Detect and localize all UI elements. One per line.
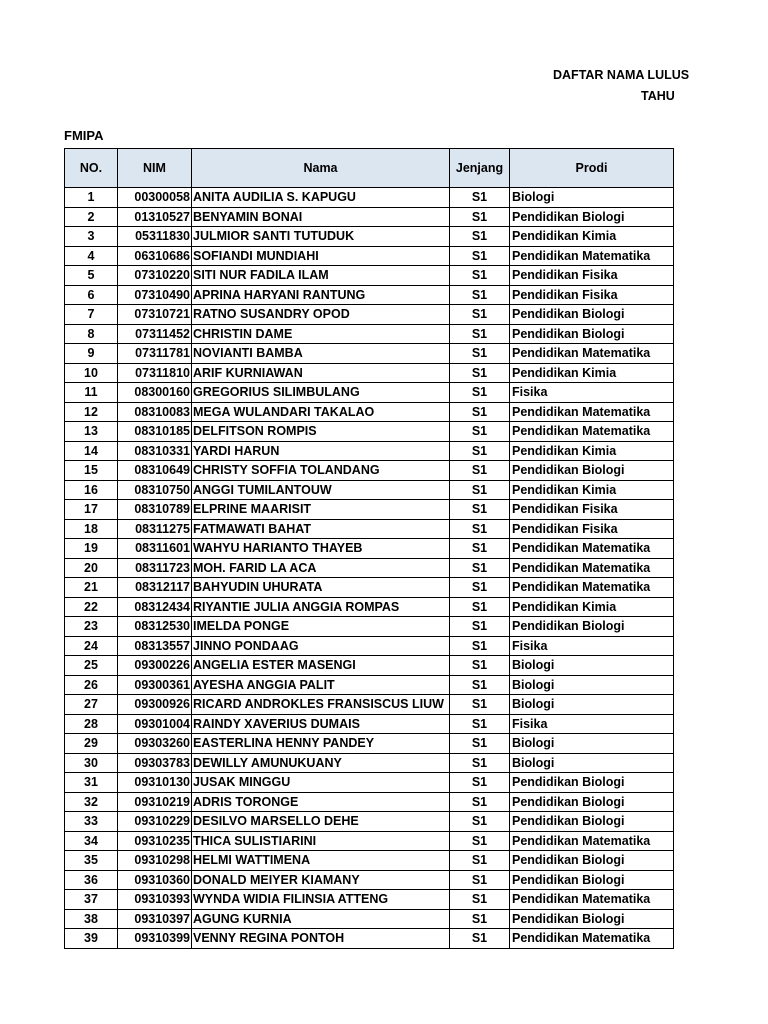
cell-no: 33 bbox=[65, 812, 118, 832]
table-row bbox=[65, 870, 674, 890]
cell-prodi: Biologi bbox=[510, 734, 674, 754]
cell-no: 28 bbox=[65, 714, 118, 734]
cell-no: 7 bbox=[65, 305, 118, 325]
cell-nim: 07310721 bbox=[118, 305, 192, 325]
cell-no: 15 bbox=[65, 461, 118, 481]
cell-jenjang: S1 bbox=[450, 461, 510, 481]
cell-nim: 09310130 bbox=[118, 773, 192, 793]
cell-prodi: Pendidikan Fisika bbox=[510, 266, 674, 286]
cell-nim: 09310360 bbox=[118, 870, 192, 890]
table-row bbox=[65, 831, 674, 851]
cell-prodi: Pendidikan Matematika bbox=[510, 558, 674, 578]
cell-no: 34 bbox=[65, 831, 118, 851]
cell-nama: ANITA AUDILIA S. KAPUGU bbox=[192, 188, 450, 208]
cell-jenjang: S1 bbox=[450, 441, 510, 461]
cell-prodi: Biologi bbox=[510, 675, 674, 695]
cell-nama: DELFITSON ROMPIS bbox=[192, 422, 450, 442]
cell-jenjang: S1 bbox=[450, 207, 510, 227]
table-row bbox=[65, 519, 674, 539]
cell-no: 31 bbox=[65, 773, 118, 793]
cell-no: 39 bbox=[65, 929, 118, 949]
table-row bbox=[65, 597, 674, 617]
column-header-no: NO. bbox=[65, 149, 118, 188]
cell-nama: YARDI HARUN bbox=[192, 441, 450, 461]
cell-no: 27 bbox=[65, 695, 118, 715]
cell-nama: CHRISTY SOFFIA TOLANDANG bbox=[192, 461, 450, 481]
cell-nim: 08310331 bbox=[118, 441, 192, 461]
cell-no: 3 bbox=[65, 227, 118, 247]
cell-nim: 09300361 bbox=[118, 675, 192, 695]
cell-jenjang: S1 bbox=[450, 617, 510, 637]
cell-jenjang: S1 bbox=[450, 675, 510, 695]
cell-nama: IMELDA PONGE bbox=[192, 617, 450, 637]
cell-nama: BENYAMIN BONAI bbox=[192, 207, 450, 227]
cell-no: 29 bbox=[65, 734, 118, 754]
cell-jenjang: S1 bbox=[450, 558, 510, 578]
cell-jenjang: S1 bbox=[450, 305, 510, 325]
cell-prodi: Pendidikan Matematika bbox=[510, 578, 674, 598]
cell-prodi: Pendidikan Kimia bbox=[510, 363, 674, 383]
table-row bbox=[65, 636, 674, 656]
cell-nama: RAINDY XAVERIUS DUMAIS bbox=[192, 714, 450, 734]
cell-prodi: Pendidikan Biologi bbox=[510, 851, 674, 871]
cell-nim: 09310298 bbox=[118, 851, 192, 871]
cell-jenjang: S1 bbox=[450, 890, 510, 910]
column-header-prodi: Prodi bbox=[510, 149, 674, 188]
cell-jenjang: S1 bbox=[450, 519, 510, 539]
cell-no: 4 bbox=[65, 246, 118, 266]
table-row bbox=[65, 851, 674, 871]
cell-jenjang: S1 bbox=[450, 929, 510, 949]
table-row bbox=[65, 441, 674, 461]
cell-nama: ARIF KURNIAWAN bbox=[192, 363, 450, 383]
cell-nim: 07311781 bbox=[118, 344, 192, 364]
cell-nama: WYNDA WIDIA FILINSIA ATTENG bbox=[192, 890, 450, 910]
cell-no: 25 bbox=[65, 656, 118, 676]
cell-no: 11 bbox=[65, 383, 118, 403]
cell-no: 23 bbox=[65, 617, 118, 637]
cell-no: 8 bbox=[65, 324, 118, 344]
cell-nim: 09300926 bbox=[118, 695, 192, 715]
table-row bbox=[65, 909, 674, 929]
cell-prodi: Pendidikan Biologi bbox=[510, 773, 674, 793]
cell-prodi: Pendidikan Biologi bbox=[510, 909, 674, 929]
cell-prodi: Pendidikan Kimia bbox=[510, 597, 674, 617]
cell-nim: 08311723 bbox=[118, 558, 192, 578]
cell-prodi: Pendidikan Biologi bbox=[510, 812, 674, 832]
cell-jenjang: S1 bbox=[450, 344, 510, 364]
cell-no: 2 bbox=[65, 207, 118, 227]
cell-nim: 08310750 bbox=[118, 480, 192, 500]
cell-nama: NOVIANTI BAMBA bbox=[192, 344, 450, 364]
cell-prodi: Pendidikan Matematika bbox=[510, 422, 674, 442]
cell-prodi: Biologi bbox=[510, 188, 674, 208]
cell-prodi: Pendidikan Biologi bbox=[510, 305, 674, 325]
cell-prodi: Pendidikan Fisika bbox=[510, 500, 674, 520]
cell-prodi: Pendidikan Matematika bbox=[510, 929, 674, 949]
cell-nama: DEWILLY AMUNUKUANY bbox=[192, 753, 450, 773]
cell-jenjang: S1 bbox=[450, 909, 510, 929]
cell-jenjang: S1 bbox=[450, 227, 510, 247]
table-row bbox=[65, 773, 674, 793]
cell-jenjang: S1 bbox=[450, 383, 510, 403]
cell-jenjang: S1 bbox=[450, 246, 510, 266]
cell-jenjang: S1 bbox=[450, 812, 510, 832]
cell-nim: 09303783 bbox=[118, 753, 192, 773]
cell-nama: VENNY REGINA PONTOH bbox=[192, 929, 450, 949]
cell-no: 18 bbox=[65, 519, 118, 539]
cell-no: 21 bbox=[65, 578, 118, 598]
cell-no: 19 bbox=[65, 539, 118, 559]
cell-jenjang: S1 bbox=[450, 285, 510, 305]
document-title: DAFTAR NAMA LULUS bbox=[553, 68, 690, 82]
cell-nim: 08311275 bbox=[118, 519, 192, 539]
cell-prodi: Fisika bbox=[510, 383, 674, 403]
cell-prodi: Pendidikan Biologi bbox=[510, 324, 674, 344]
cell-nim: 07310220 bbox=[118, 266, 192, 286]
cell-nama: RIYANTIE JULIA ANGGIA ROMPAS bbox=[192, 597, 450, 617]
cell-nama: SOFIANDI MUNDIAHI bbox=[192, 246, 450, 266]
table-row bbox=[65, 539, 674, 559]
table-row bbox=[65, 480, 674, 500]
cell-prodi: Pendidikan Matematika bbox=[510, 344, 674, 364]
column-header-nim: NIM bbox=[118, 149, 192, 188]
table-header-row bbox=[65, 149, 674, 188]
cell-no: 17 bbox=[65, 500, 118, 520]
table-row bbox=[65, 207, 674, 227]
cell-nama: WAHYU HARIANTO THAYEB bbox=[192, 539, 450, 559]
table-row bbox=[65, 402, 674, 422]
cell-no: 37 bbox=[65, 890, 118, 910]
cell-prodi: Biologi bbox=[510, 695, 674, 715]
table-row bbox=[65, 285, 674, 305]
table-row bbox=[65, 578, 674, 598]
cell-nim: 06310686 bbox=[118, 246, 192, 266]
cell-nama: APRINA HARYANI RANTUNG bbox=[192, 285, 450, 305]
cell-nama: AYESHA ANGGIA PALIT bbox=[192, 675, 450, 695]
cell-jenjang: S1 bbox=[450, 188, 510, 208]
cell-nama: ANGGI TUMILANTOUW bbox=[192, 480, 450, 500]
cell-no: 35 bbox=[65, 851, 118, 871]
cell-no: 10 bbox=[65, 363, 118, 383]
table-row bbox=[65, 383, 674, 403]
cell-nim: 08310083 bbox=[118, 402, 192, 422]
cell-prodi: Pendidikan Biologi bbox=[510, 207, 674, 227]
cell-jenjang: S1 bbox=[450, 734, 510, 754]
table-row bbox=[65, 500, 674, 520]
cell-nim: 08312530 bbox=[118, 617, 192, 637]
cell-no: 5 bbox=[65, 266, 118, 286]
document-subtitle: TAHU bbox=[641, 89, 675, 103]
cell-nama: AGUNG KURNIA bbox=[192, 909, 450, 929]
cell-prodi: Pendidikan Biologi bbox=[510, 792, 674, 812]
cell-nama: SITI NUR FADILA ILAM bbox=[192, 266, 450, 286]
section-label: FMIPA bbox=[64, 128, 104, 143]
table-row bbox=[65, 188, 674, 208]
cell-nim: 08310185 bbox=[118, 422, 192, 442]
cell-nim: 08310789 bbox=[118, 500, 192, 520]
cell-nama: EASTERLINA HENNY PANDEY bbox=[192, 734, 450, 754]
cell-nama: RICARD ANDROKLES FRANSISCUS LIUW bbox=[192, 695, 450, 715]
cell-jenjang: S1 bbox=[450, 480, 510, 500]
table-row bbox=[65, 753, 674, 773]
cell-jenjang: S1 bbox=[450, 402, 510, 422]
table-row bbox=[65, 714, 674, 734]
cell-nim: 09310393 bbox=[118, 890, 192, 910]
cell-nama: ADRIS TORONGE bbox=[192, 792, 450, 812]
table-row bbox=[65, 227, 674, 247]
cell-jenjang: S1 bbox=[450, 695, 510, 715]
cell-nama: BAHYUDIN UHURATA bbox=[192, 578, 450, 598]
cell-nama: DESILVO MARSELLO DEHE bbox=[192, 812, 450, 832]
table-row bbox=[65, 675, 674, 695]
cell-prodi: Pendidikan Biologi bbox=[510, 617, 674, 637]
cell-jenjang: S1 bbox=[450, 753, 510, 773]
cell-prodi: Pendidikan Biologi bbox=[510, 461, 674, 481]
column-header-jenjang: Jenjang bbox=[450, 149, 510, 188]
cell-prodi: Pendidikan Matematika bbox=[510, 539, 674, 559]
cell-nama: FATMAWATI BAHAT bbox=[192, 519, 450, 539]
cell-nama: JULMIOR SANTI TUTUDUK bbox=[192, 227, 450, 247]
cell-prodi: Pendidikan Matematika bbox=[510, 402, 674, 422]
table-row bbox=[65, 656, 674, 676]
cell-jenjang: S1 bbox=[450, 597, 510, 617]
cell-nim: 08310649 bbox=[118, 461, 192, 481]
cell-prodi: Pendidikan Kimia bbox=[510, 227, 674, 247]
cell-nim: 08300160 bbox=[118, 383, 192, 403]
cell-nama: THICA SULISTIARINI bbox=[192, 831, 450, 851]
cell-nama: JINNO PONDAAG bbox=[192, 636, 450, 656]
table-row bbox=[65, 812, 674, 832]
cell-no: 9 bbox=[65, 344, 118, 364]
cell-nama: RATNO SUSANDRY OPOD bbox=[192, 305, 450, 325]
cell-jenjang: S1 bbox=[450, 773, 510, 793]
cell-jenjang: S1 bbox=[450, 792, 510, 812]
cell-nim: 08311601 bbox=[118, 539, 192, 559]
cell-prodi: Fisika bbox=[510, 636, 674, 656]
cell-no: 30 bbox=[65, 753, 118, 773]
cell-nim: 08313557 bbox=[118, 636, 192, 656]
cell-nim: 00300058 bbox=[118, 188, 192, 208]
table-row bbox=[65, 929, 674, 949]
cell-jenjang: S1 bbox=[450, 324, 510, 344]
cell-no: 13 bbox=[65, 422, 118, 442]
cell-prodi: Biologi bbox=[510, 753, 674, 773]
cell-jenjang: S1 bbox=[450, 500, 510, 520]
cell-prodi: Pendidikan Matematika bbox=[510, 890, 674, 910]
table-row bbox=[65, 461, 674, 481]
cell-no: 32 bbox=[65, 792, 118, 812]
graduates-table bbox=[64, 148, 674, 949]
cell-nama: HELMI WATTIMENA bbox=[192, 851, 450, 871]
cell-nim: 08312434 bbox=[118, 597, 192, 617]
cell-nama: GREGORIUS SILIMBULANG bbox=[192, 383, 450, 403]
table-row bbox=[65, 792, 674, 812]
cell-no: 26 bbox=[65, 675, 118, 695]
cell-nim: 09301004 bbox=[118, 714, 192, 734]
cell-nim: 05311830 bbox=[118, 227, 192, 247]
cell-no: 12 bbox=[65, 402, 118, 422]
cell-prodi: Pendidikan Matematika bbox=[510, 831, 674, 851]
cell-nama: DONALD MEIYER KIAMANY bbox=[192, 870, 450, 890]
table-row bbox=[65, 324, 674, 344]
cell-no: 14 bbox=[65, 441, 118, 461]
cell-jenjang: S1 bbox=[450, 870, 510, 890]
cell-nama: ELPRINE MAARISIT bbox=[192, 500, 450, 520]
table-row bbox=[65, 344, 674, 364]
cell-prodi: Pendidikan Matematika bbox=[510, 246, 674, 266]
table-row bbox=[65, 558, 674, 578]
cell-prodi: Fisika bbox=[510, 714, 674, 734]
cell-no: 20 bbox=[65, 558, 118, 578]
cell-jenjang: S1 bbox=[450, 363, 510, 383]
cell-nim: 01310527 bbox=[118, 207, 192, 227]
table-row bbox=[65, 422, 674, 442]
table-row bbox=[65, 617, 674, 637]
cell-nama: CHRISTIN DAME bbox=[192, 324, 450, 344]
table-body bbox=[65, 188, 674, 949]
cell-nim: 09303260 bbox=[118, 734, 192, 754]
cell-jenjang: S1 bbox=[450, 851, 510, 871]
column-header-nama: Nama bbox=[192, 149, 450, 188]
table-row bbox=[65, 890, 674, 910]
cell-prodi: Pendidikan Kimia bbox=[510, 480, 674, 500]
cell-nama: MOH. FARID LA ACA bbox=[192, 558, 450, 578]
cell-no: 22 bbox=[65, 597, 118, 617]
cell-jenjang: S1 bbox=[450, 266, 510, 286]
cell-no: 24 bbox=[65, 636, 118, 656]
table-row bbox=[65, 305, 674, 325]
cell-nim: 07310490 bbox=[118, 285, 192, 305]
table-row bbox=[65, 246, 674, 266]
cell-no: 6 bbox=[65, 285, 118, 305]
cell-nim: 09300226 bbox=[118, 656, 192, 676]
cell-jenjang: S1 bbox=[450, 636, 510, 656]
cell-jenjang: S1 bbox=[450, 714, 510, 734]
cell-nama: MEGA WULANDARI TAKALAO bbox=[192, 402, 450, 422]
cell-jenjang: S1 bbox=[450, 578, 510, 598]
cell-no: 1 bbox=[65, 188, 118, 208]
cell-jenjang: S1 bbox=[450, 539, 510, 559]
cell-nim: 09310235 bbox=[118, 831, 192, 851]
table-row bbox=[65, 734, 674, 754]
cell-nim: 09310397 bbox=[118, 909, 192, 929]
cell-nim: 07311452 bbox=[118, 324, 192, 344]
cell-nim: 08312117 bbox=[118, 578, 192, 598]
cell-jenjang: S1 bbox=[450, 831, 510, 851]
cell-prodi: Biologi bbox=[510, 656, 674, 676]
cell-no: 38 bbox=[65, 909, 118, 929]
cell-no: 16 bbox=[65, 480, 118, 500]
cell-nim: 09310229 bbox=[118, 812, 192, 832]
cell-no: 36 bbox=[65, 870, 118, 890]
cell-nim: 09310399 bbox=[118, 929, 192, 949]
cell-nama: JUSAK MINGGU bbox=[192, 773, 450, 793]
cell-prodi: Pendidikan Fisika bbox=[510, 285, 674, 305]
table-row bbox=[65, 363, 674, 383]
table-row bbox=[65, 266, 674, 286]
cell-jenjang: S1 bbox=[450, 656, 510, 676]
table-row bbox=[65, 695, 674, 715]
cell-prodi: Pendidikan Biologi bbox=[510, 870, 674, 890]
cell-jenjang: S1 bbox=[450, 422, 510, 442]
cell-prodi: Pendidikan Fisika bbox=[510, 519, 674, 539]
cell-nim: 07311810 bbox=[118, 363, 192, 383]
cell-nim: 09310219 bbox=[118, 792, 192, 812]
cell-prodi: Pendidikan Kimia bbox=[510, 441, 674, 461]
cell-nama: ANGELIA ESTER MASENGI bbox=[192, 656, 450, 676]
